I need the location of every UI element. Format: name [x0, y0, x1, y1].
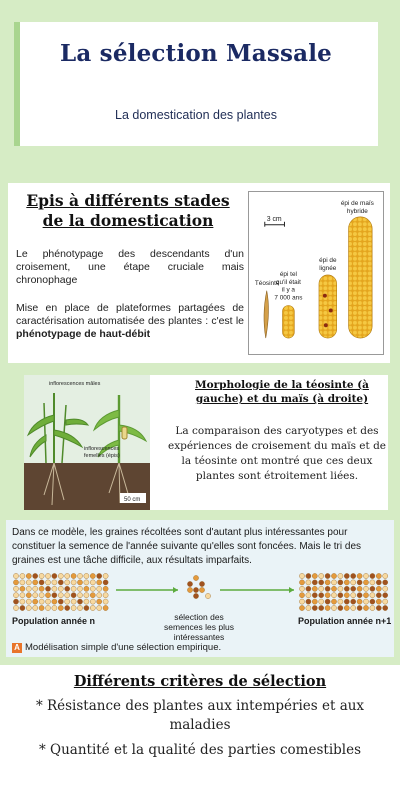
ancient-ear-label-3: il y a — [281, 286, 295, 294]
seed-population-n1 — [306, 599, 311, 604]
seed-population-n — [13, 593, 18, 598]
seed-population-n — [77, 573, 82, 578]
criterion-resistance: * Résistance des plantes aux intempéries et aux maladies — [35, 698, 365, 733]
seed-population-n — [58, 580, 63, 585]
seed-population-n — [39, 586, 44, 591]
seed-population-n1 — [363, 593, 368, 598]
caption-badge: A — [12, 643, 22, 653]
seed-population-n — [52, 605, 57, 610]
seed-population-n1 — [344, 580, 349, 585]
seed-population-n1 — [319, 593, 324, 598]
seed-population-n1 — [319, 580, 324, 585]
seed-population-n — [77, 586, 82, 591]
seed-population-n1 — [325, 580, 330, 585]
seed-population-n1 — [338, 580, 343, 585]
seed-population-n — [90, 599, 95, 604]
seed-population-n1 — [376, 580, 381, 585]
lineage-label-2: lignée — [319, 265, 337, 273]
seed-population-n — [65, 573, 70, 578]
seed-population-n — [103, 593, 108, 598]
seed-population-n1 — [363, 605, 368, 610]
seed-population-n — [84, 580, 89, 585]
seed-population-n1 — [344, 605, 349, 610]
lineage-ear — [319, 275, 337, 338]
seed-population-n — [77, 593, 82, 598]
seed-population-n1 — [306, 586, 311, 591]
seed-population-n1 — [376, 605, 381, 610]
scale-label: 3 cm — [266, 215, 282, 223]
seed-population-n — [45, 593, 50, 598]
female-inflorescence-label-1: inflorescences — [84, 446, 120, 452]
hybrid-label-2: hybride — [346, 207, 368, 215]
ancient-ear-label-4: 7 000 ans — [274, 294, 303, 302]
seed-population-n1 — [325, 605, 330, 610]
ancient-ear-label-2: qu'il était — [275, 278, 301, 286]
seed-population-n — [90, 586, 95, 591]
selected-seed — [187, 587, 192, 592]
criteria-title: Différents critères de sélection — [73, 673, 327, 690]
page-title: La sélection Massale — [59, 40, 332, 67]
seed-population-n — [33, 580, 38, 585]
seed-population-n — [97, 593, 102, 598]
seed-population-n — [77, 605, 82, 610]
seed-population-n — [65, 599, 70, 604]
seed-population-n1 — [325, 573, 330, 578]
seed-population-n1 — [383, 605, 388, 610]
seed-population-n1 — [376, 593, 381, 598]
domestication-section — [8, 183, 390, 363]
seed-population-n1 — [383, 580, 388, 585]
seed-population-n1 — [331, 593, 336, 598]
seed-population-n1 — [338, 586, 343, 591]
seed-population-n1 — [383, 593, 388, 598]
seed-population-n — [45, 580, 50, 585]
seed-population-n1 — [338, 605, 343, 610]
seed-population-n1 — [306, 605, 311, 610]
seed-population-n1 — [312, 593, 317, 598]
seed-population-n1 — [344, 586, 349, 591]
seed-population-n1 — [325, 586, 330, 591]
male-inflorescence-label: inflorescences mâles — [49, 381, 101, 387]
seed-population-n — [33, 586, 38, 591]
seed-population-n — [84, 593, 89, 598]
seed-population-n1 — [351, 586, 356, 591]
platform-paragraph — [16, 302, 244, 341]
seed-population-n1 — [319, 605, 324, 610]
teosinte-ear — [264, 291, 268, 338]
seed-population-n — [103, 605, 108, 610]
seed-population-n — [71, 586, 76, 591]
criteria-section — [0, 665, 400, 800]
seed-population-n1 — [312, 586, 317, 591]
seed-population-n1 — [363, 586, 368, 591]
seed-population-n1 — [299, 586, 304, 591]
seed-population-n — [65, 586, 70, 591]
figure-caption — [12, 642, 221, 653]
seed-population-n — [39, 593, 44, 598]
seed-population-n1 — [312, 605, 317, 610]
section-title: Epis à différents stades de la domestication — [26, 191, 230, 230]
seed-population-n1 — [312, 599, 317, 604]
seed-population-n1 — [351, 593, 356, 598]
seed-population-n — [20, 586, 25, 591]
seed-population-n1 — [344, 573, 349, 578]
seed-population-n1 — [357, 599, 362, 604]
teosinte-maize-figure — [24, 375, 150, 510]
seed-population-n — [26, 580, 31, 585]
female-inflorescence-label-2: femelles (épis) — [84, 453, 120, 459]
seed-population-n1 — [357, 573, 362, 578]
selected-seed — [199, 581, 204, 586]
seed-population-n — [13, 586, 18, 591]
seed-population-n — [58, 573, 63, 578]
seed-population-n1 — [357, 605, 362, 610]
seed-population-n — [39, 599, 44, 604]
seed-population-n — [65, 605, 70, 610]
seed-population-n1 — [338, 593, 343, 598]
seed-population-n1 — [325, 599, 330, 604]
seed-population-n — [33, 573, 38, 578]
selection-label: sélection des semences les plus intéressantes — [164, 612, 234, 642]
ancient-ear-label-1: épi tel — [279, 270, 297, 278]
seed-population-n — [65, 593, 70, 598]
seed-population-n1 — [370, 580, 375, 585]
seed-population-n — [39, 580, 44, 585]
seed-population-n — [20, 605, 25, 610]
seed-population-n — [84, 599, 89, 604]
seed-population-n1 — [319, 573, 324, 578]
selected-seed — [205, 593, 210, 598]
seed-population-n1 — [363, 599, 368, 604]
seed-population-n — [71, 605, 76, 610]
seed-population-n — [77, 599, 82, 604]
seed-population-n — [26, 593, 31, 598]
lineage-ear-dark-kernel — [323, 294, 327, 298]
seed-population-n — [13, 599, 18, 604]
selected-seed — [193, 587, 198, 592]
page-subtitle: La domestication des plantes — [115, 108, 277, 122]
seed-population-n — [58, 593, 63, 598]
seed-population-n — [26, 573, 31, 578]
seed-population-n1 — [363, 580, 368, 585]
population-year-n-label: Population année n — [12, 616, 96, 626]
seed-population-n — [13, 573, 18, 578]
selected-seed — [199, 587, 204, 592]
seed-population-n — [52, 599, 57, 604]
seed-population-n1 — [351, 573, 356, 578]
seed-population-n — [97, 599, 102, 604]
seed-population-n — [90, 580, 95, 585]
seed-population-n1 — [319, 599, 324, 604]
seed-population-n1 — [331, 586, 336, 591]
seed-population-n — [20, 593, 25, 598]
seed-population-n — [71, 599, 76, 604]
seed-population-n — [84, 605, 89, 610]
seed-population-n — [77, 580, 82, 585]
seed-population-n — [58, 599, 63, 604]
seed-population-n1 — [312, 580, 317, 585]
seed-population-n1 — [331, 580, 336, 585]
seed-population-n1 — [351, 580, 356, 585]
seed-population-n — [103, 580, 108, 585]
seed-population-n1 — [344, 593, 349, 598]
seed-population-n1 — [299, 580, 304, 585]
seed-population-n1 — [351, 605, 356, 610]
seed-population-n1 — [299, 573, 304, 578]
lineage-label-1: épi de — [319, 257, 337, 265]
arrow-to-selection-head — [173, 587, 178, 593]
seed-population-n1 — [325, 593, 330, 598]
seed-population-n — [103, 586, 108, 591]
seed-population-n — [52, 586, 57, 591]
seed-population-n1 — [306, 593, 311, 598]
seed-population-n — [90, 605, 95, 610]
selected-seed — [193, 593, 198, 598]
seed-population-n1 — [370, 593, 375, 598]
caption-text: Modélisation simple d'une sélection empirique. — [25, 642, 222, 653]
seed-population-n1 — [299, 605, 304, 610]
seed-population-n — [58, 586, 63, 591]
hybrid-label-1: épi de maïs — [340, 200, 374, 208]
lineage-ear-dark-kernel — [324, 323, 328, 327]
seed-population-n1 — [376, 573, 381, 578]
maize-ears-figure — [248, 191, 384, 355]
seed-population-n — [90, 593, 95, 598]
model-description: Dans ce modèle, les graines récoltées sont d'autant plus intéressantes pour constituer la semence de l'année suivante qu'elles sont foncées. Mais le tri des graines est une tâche difficile, aux résultats imparfaits. — [12, 527, 362, 566]
seed-population-n — [71, 573, 76, 578]
seed-population-n — [103, 573, 108, 578]
ancient-ear — [283, 306, 295, 339]
seed-population-n — [58, 605, 63, 610]
seed-population-n1 — [338, 599, 343, 604]
seed-population-n — [26, 586, 31, 591]
arrow-to-next-population-head — [289, 587, 294, 593]
seed-population-n1 — [363, 573, 368, 578]
seed-population-n — [39, 573, 44, 578]
seed-population-n1 — [319, 586, 324, 591]
seed-population-n1 — [351, 599, 356, 604]
seed-population-n1 — [370, 599, 375, 604]
seed-population-n1 — [331, 599, 336, 604]
seed-population-n1 — [370, 605, 375, 610]
hybrid-ear — [349, 217, 373, 338]
seed-population-n — [65, 580, 70, 585]
seed-population-n1 — [376, 599, 381, 604]
seed-population-n — [33, 593, 38, 598]
seed-population-n — [20, 599, 25, 604]
seed-population-n1 — [299, 599, 304, 604]
high-throughput-term: phénotypage de haut-débit — [16, 328, 151, 340]
seed-population-n1 — [306, 573, 311, 578]
selected-seed — [187, 581, 192, 586]
seed-population-n — [33, 599, 38, 604]
seed-population-n1 — [331, 605, 336, 610]
seed-population-n — [26, 599, 31, 604]
seed-population-n1 — [357, 580, 362, 585]
teosinte-label: Téosinte — [254, 279, 280, 287]
seed-population-n — [33, 605, 38, 610]
seed-population-n — [52, 580, 57, 585]
seed-population-n1 — [344, 599, 349, 604]
seed-population-n — [90, 573, 95, 578]
seed-population-n1 — [306, 580, 311, 585]
seed-population-n1 — [370, 573, 375, 578]
morphology-section — [24, 375, 388, 510]
seed-population-n — [45, 605, 50, 610]
scale-label: 50 cm — [124, 497, 141, 503]
criterion-quantity: * Quantité et la qualité des parties comestibles — [38, 742, 362, 758]
morphology-title: Morphologie de la téosinte (à gauche) et du maïs (à droite) — [195, 379, 369, 405]
seed-population-n — [13, 580, 18, 585]
seed-population-n — [45, 586, 50, 591]
seed-population-n — [97, 580, 102, 585]
phenotyping-paragraph: Le phénotypage des descendants d'un croisement, une étape cruciale mais chronophage — [16, 248, 244, 286]
seed-population-n — [45, 573, 50, 578]
population-year-n1-label: Population année n+1 — [298, 616, 392, 626]
seed-population-n1 — [331, 573, 336, 578]
selected-seed — [193, 575, 198, 580]
seed-population-n — [45, 599, 50, 604]
seed-population-n — [97, 605, 102, 610]
seed-population-n — [13, 605, 18, 610]
platform-paragraph-text: Mise en place de plateformes partagées de caractérisation automatisée des plantes : c'est le — [16, 302, 244, 327]
selection-model-section — [6, 520, 394, 657]
seed-population-n — [97, 586, 102, 591]
header-card — [14, 22, 378, 146]
seed-population-n — [20, 580, 25, 585]
seed-population-n1 — [383, 573, 388, 578]
seed-population-n1 — [376, 586, 381, 591]
seed-population-n1 — [357, 593, 362, 598]
seed-population-n1 — [312, 573, 317, 578]
morphology-text: La comparaison des caryotypes et des expériences de croisement du maïs et de la téosinte ont montré que ces deux plantes sont étroitement liées. — [167, 425, 387, 482]
seed-population-n — [71, 593, 76, 598]
seed-population-n — [103, 599, 108, 604]
seed-population-n1 — [338, 573, 343, 578]
seed-population-n1 — [357, 586, 362, 591]
seed-population-n — [52, 593, 57, 598]
seed-population-n — [84, 573, 89, 578]
seed-population-n — [52, 573, 57, 578]
lineage-ear-dark-kernel — [329, 308, 333, 312]
seed-population-n — [84, 586, 89, 591]
seed-population-n — [26, 605, 31, 610]
seed-population-n1 — [370, 586, 375, 591]
seed-population-n — [39, 605, 44, 610]
seed-population-n1 — [299, 593, 304, 598]
seed-population-n — [20, 573, 25, 578]
seed-population-n — [71, 580, 76, 585]
seed-population-n — [97, 573, 102, 578]
seed-population-n1 — [383, 586, 388, 591]
seed-population-n1 — [383, 599, 388, 604]
